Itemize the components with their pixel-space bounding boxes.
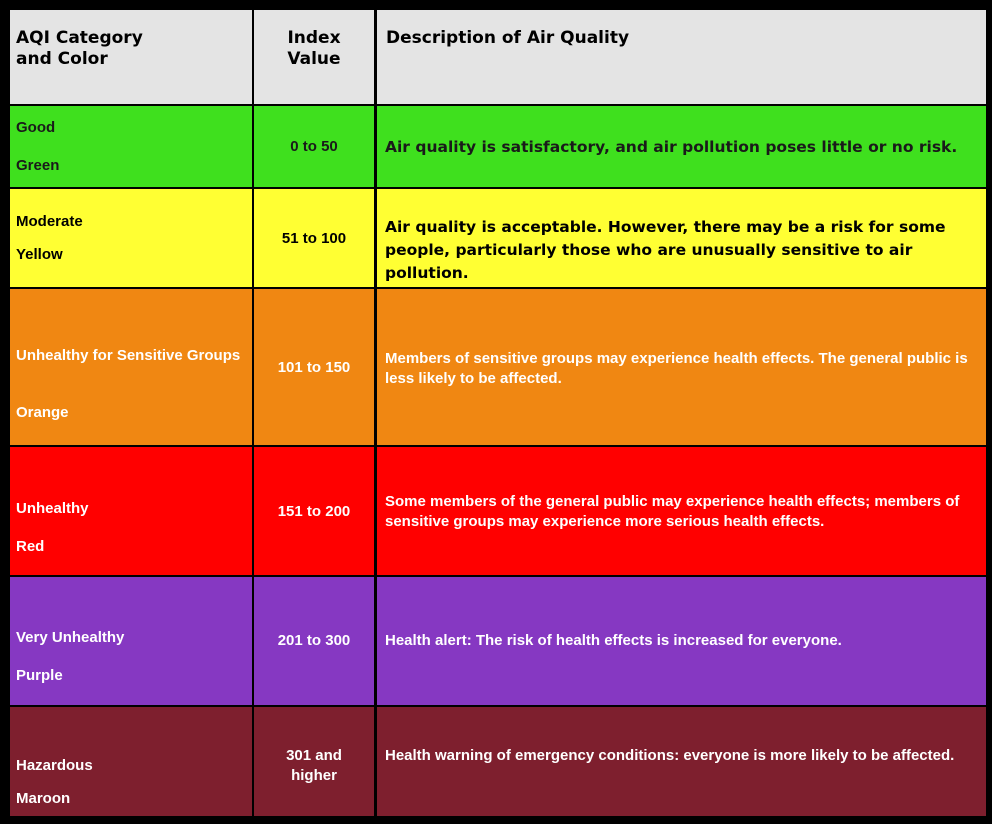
table-row [10, 289, 986, 445]
header-description: Description of Air Quality [386, 28, 630, 48]
color-name: Yellow [16, 246, 63, 263]
category-cell [10, 106, 252, 187]
description-text: Air quality is acceptable. However, there may be a risk for some people, particularly those who are unusually sensitive to air pollution. [385, 218, 946, 282]
header-index-cell [254, 10, 374, 104]
header-description-cell [377, 10, 986, 104]
category-cell [10, 577, 252, 705]
description-text: Some members of the general public may experience health effects; members of sensitive groups may experience more serious health effects. [385, 493, 960, 530]
color-name: Purple [16, 667, 63, 684]
index-cell [254, 447, 374, 575]
description-text: Health alert: The risk of health effects is increased for everyone. [385, 632, 842, 649]
description-cell [377, 577, 986, 705]
category-cell [10, 289, 252, 445]
index-value: 101 to 150 [277, 359, 351, 376]
description-cell [377, 289, 986, 445]
description-cell [377, 447, 986, 575]
index-cell [254, 289, 374, 445]
table-row [10, 106, 986, 187]
description-cell [377, 189, 986, 287]
table-header-row [10, 10, 986, 104]
table-row [10, 447, 986, 575]
category-name: Very Unhealthy [16, 629, 125, 646]
index-value: 0 to 50 [290, 138, 338, 155]
category-cell [10, 707, 252, 816]
header-category-cell [10, 10, 252, 104]
category-cell [10, 447, 252, 575]
category-name: Moderate [16, 213, 83, 230]
description-cell [377, 707, 986, 816]
description-cell [377, 106, 986, 187]
category-name: Hazardous [16, 757, 93, 774]
index-cell [254, 106, 374, 187]
color-name: Red [16, 538, 45, 555]
table-row [10, 189, 986, 287]
description-text: Members of sensitive groups may experience health effects. The general public is less likely to be affected. [385, 350, 968, 387]
category-name: Unhealthy for Sensitive Groups [16, 347, 241, 364]
color-name: Green [16, 157, 60, 174]
table-row [10, 707, 986, 816]
index-value: 51 to 100 [281, 230, 347, 247]
category-cell [10, 189, 252, 287]
index-value: 151 to 200 [277, 503, 351, 520]
description-text: Health warning of emergency conditions: everyone is more likely to be affected. [385, 747, 955, 764]
color-name: Maroon [16, 790, 71, 807]
index-value: 301 and higher [286, 747, 342, 784]
index-value: 201 to 300 [277, 632, 351, 649]
index-cell [254, 189, 374, 287]
description-text: Air quality is satisfactory, and air pollution poses little or no risk. [385, 138, 958, 156]
index-cell [254, 577, 374, 705]
color-name: Orange [16, 404, 69, 421]
category-name: Unhealthy [16, 500, 89, 517]
header-category: AQI Category and Color [16, 28, 143, 69]
index-cell [254, 707, 374, 816]
header-index: Index Value [287, 28, 341, 69]
table-row [10, 577, 986, 705]
category-name: Good [16, 119, 56, 136]
